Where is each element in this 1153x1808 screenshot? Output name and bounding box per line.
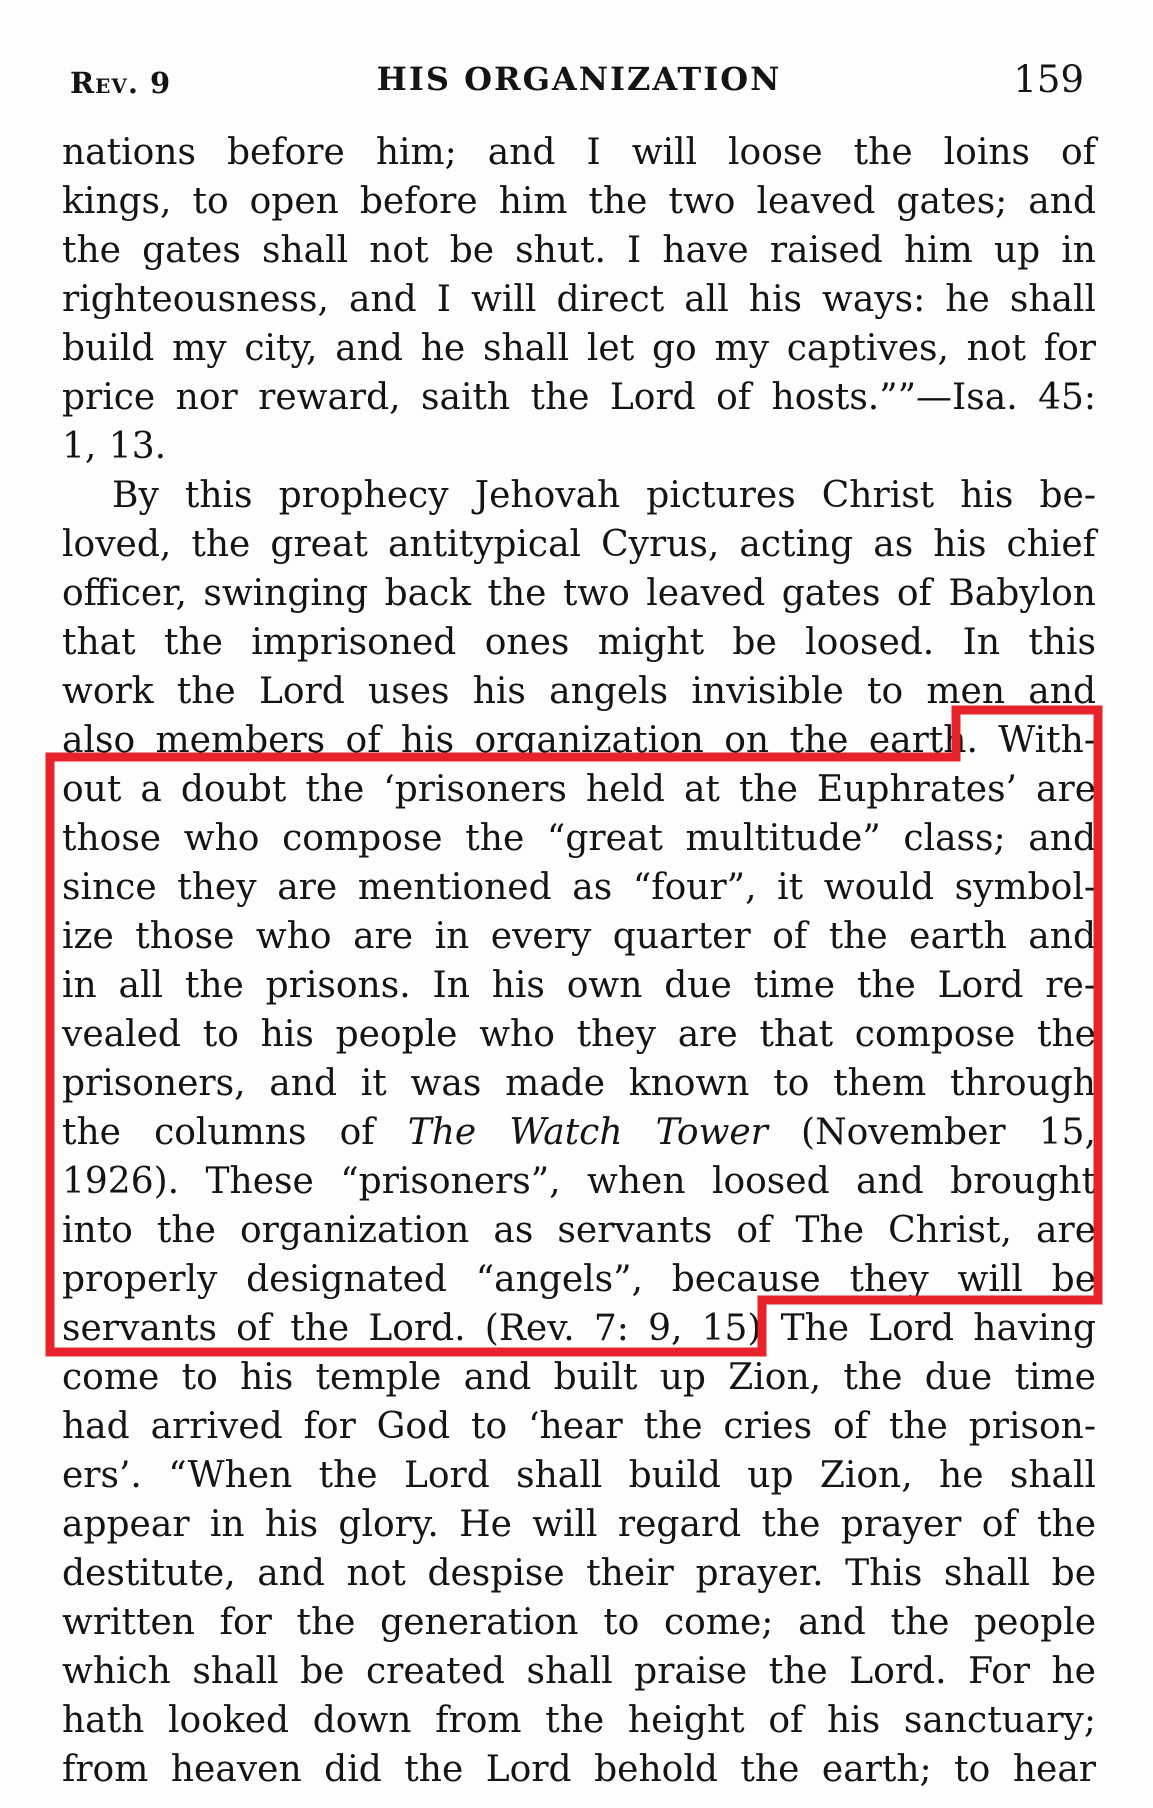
text-line [62,471,1096,520]
text-line [62,618,1096,667]
italic-text-run: The Watch Tower [407,1112,768,1153]
text-run: appear in his glory. He will regard the prayer of the [62,1504,1096,1545]
text-line [62,1108,1096,1157]
text-line [62,1059,1096,1108]
text-line [62,226,1096,275]
text-run: that the imprisoned ones might be loosed. In this [62,622,1096,663]
text-line [62,177,1096,226]
text-run: kings, to open before him the two leaved gates; and [62,181,1096,222]
text-line [62,814,1096,863]
text-line [62,1451,1096,1500]
text-run: officer, swinging back the two leaved gates of Babylon [62,573,1096,614]
text-run: price nor reward, saith the Lord of hosts.””—Isa. 45: [62,377,1096,418]
text-line [62,1206,1096,1255]
text-run: ize those who are in every quarter of the earth and [62,916,1096,957]
text-line [62,275,1096,324]
text-line [62,569,1096,618]
text-run: work the Lord uses his angels invisible to men and [62,671,1096,712]
text-run: come to his temple and built up Zion, the due time [62,1357,1096,1398]
text-line [62,1353,1096,1402]
text-line [62,1647,1096,1696]
page-text [62,128,1096,1794]
text-line [62,128,1096,177]
text-run: the gates shall not be shut. I have raised him up in [62,230,1096,271]
text-line [62,912,1096,961]
text-line [62,1157,1096,1206]
text-line [62,1255,1096,1304]
text-line [62,520,1096,569]
text-run: hath looked down from the height of his sanctuary; [62,1700,1096,1741]
text-run: into the organization as servants of The Christ, are [62,1210,1096,1251]
text-line [62,1500,1096,1549]
text-line [62,1745,1096,1794]
text-run: the columns of [62,1112,408,1153]
text-line [62,1010,1096,1059]
page-number: 159 [1013,58,1084,101]
text-line [62,765,1096,814]
text-run: out a doubt the ‘prisoners held at the Euphrates’ are [62,769,1096,810]
text-line [62,863,1096,912]
text-run: destitute, and not despise their prayer. This shall be [62,1553,1096,1594]
running-head-verse: Rev. 9 [70,66,172,100]
running-head-title: HIS ORGANIZATION [376,60,782,98]
text-run: nations before him; and I will loose the loins of [62,132,1096,173]
text-line [62,667,1096,716]
text-run: those who compose the “great multitude” class; and [62,818,1096,859]
text-run: written for the generation to come; and the people [62,1602,1096,1643]
text-run: (November 15, [767,1112,1097,1153]
text-run: also members of his organization on the earth. With- [62,720,1096,761]
text-line [62,1402,1096,1451]
text-line [62,1598,1096,1647]
text-run: had arrived for God to ‘hear the cries of the prison- [62,1406,1096,1447]
text-run: loved, the great antitypical Cyrus, acting as his chief [62,524,1096,565]
text-line [62,1304,1096,1353]
text-run: righteousness, and I will direct all his ways: he shall [62,279,1096,320]
text-run: since they are mentioned as “four”, it would symbol- [62,867,1096,908]
text-run: 1, 13. [62,426,167,467]
text-run: build my city, and he shall let go my captives, not for [62,328,1096,369]
text-line [62,716,1096,765]
text-run: By this prophecy Jehovah pictures Christ his be- [112,475,1096,516]
text-run: prisoners, and it was made known to them through [62,1063,1096,1104]
text-run: ers’. “When the Lord shall build up Zion, he shall [62,1455,1096,1496]
text-run: which shall be created shall praise the Lord. For he [62,1651,1096,1692]
text-line [62,1549,1096,1598]
text-line [62,422,1096,471]
text-run: in all the prisons. In his own due time the Lord re- [62,965,1096,1006]
text-run: properly designated “angels”, because they will be [62,1259,1096,1300]
text-line [62,961,1096,1010]
text-run: vealed to his people who they are that compose the [62,1014,1096,1055]
text-run: servants of the Lord. (Rev. 7: 9, 15) The Lord having [62,1308,1096,1349]
text-run: from heaven did the Lord behold the earth; to hear [62,1749,1096,1790]
text-run: 1926). These “prisoners”, when loosed and brought [62,1161,1096,1202]
text-line [62,373,1096,422]
page-header [62,58,1096,110]
text-line [62,1696,1096,1745]
text-line [62,324,1096,373]
